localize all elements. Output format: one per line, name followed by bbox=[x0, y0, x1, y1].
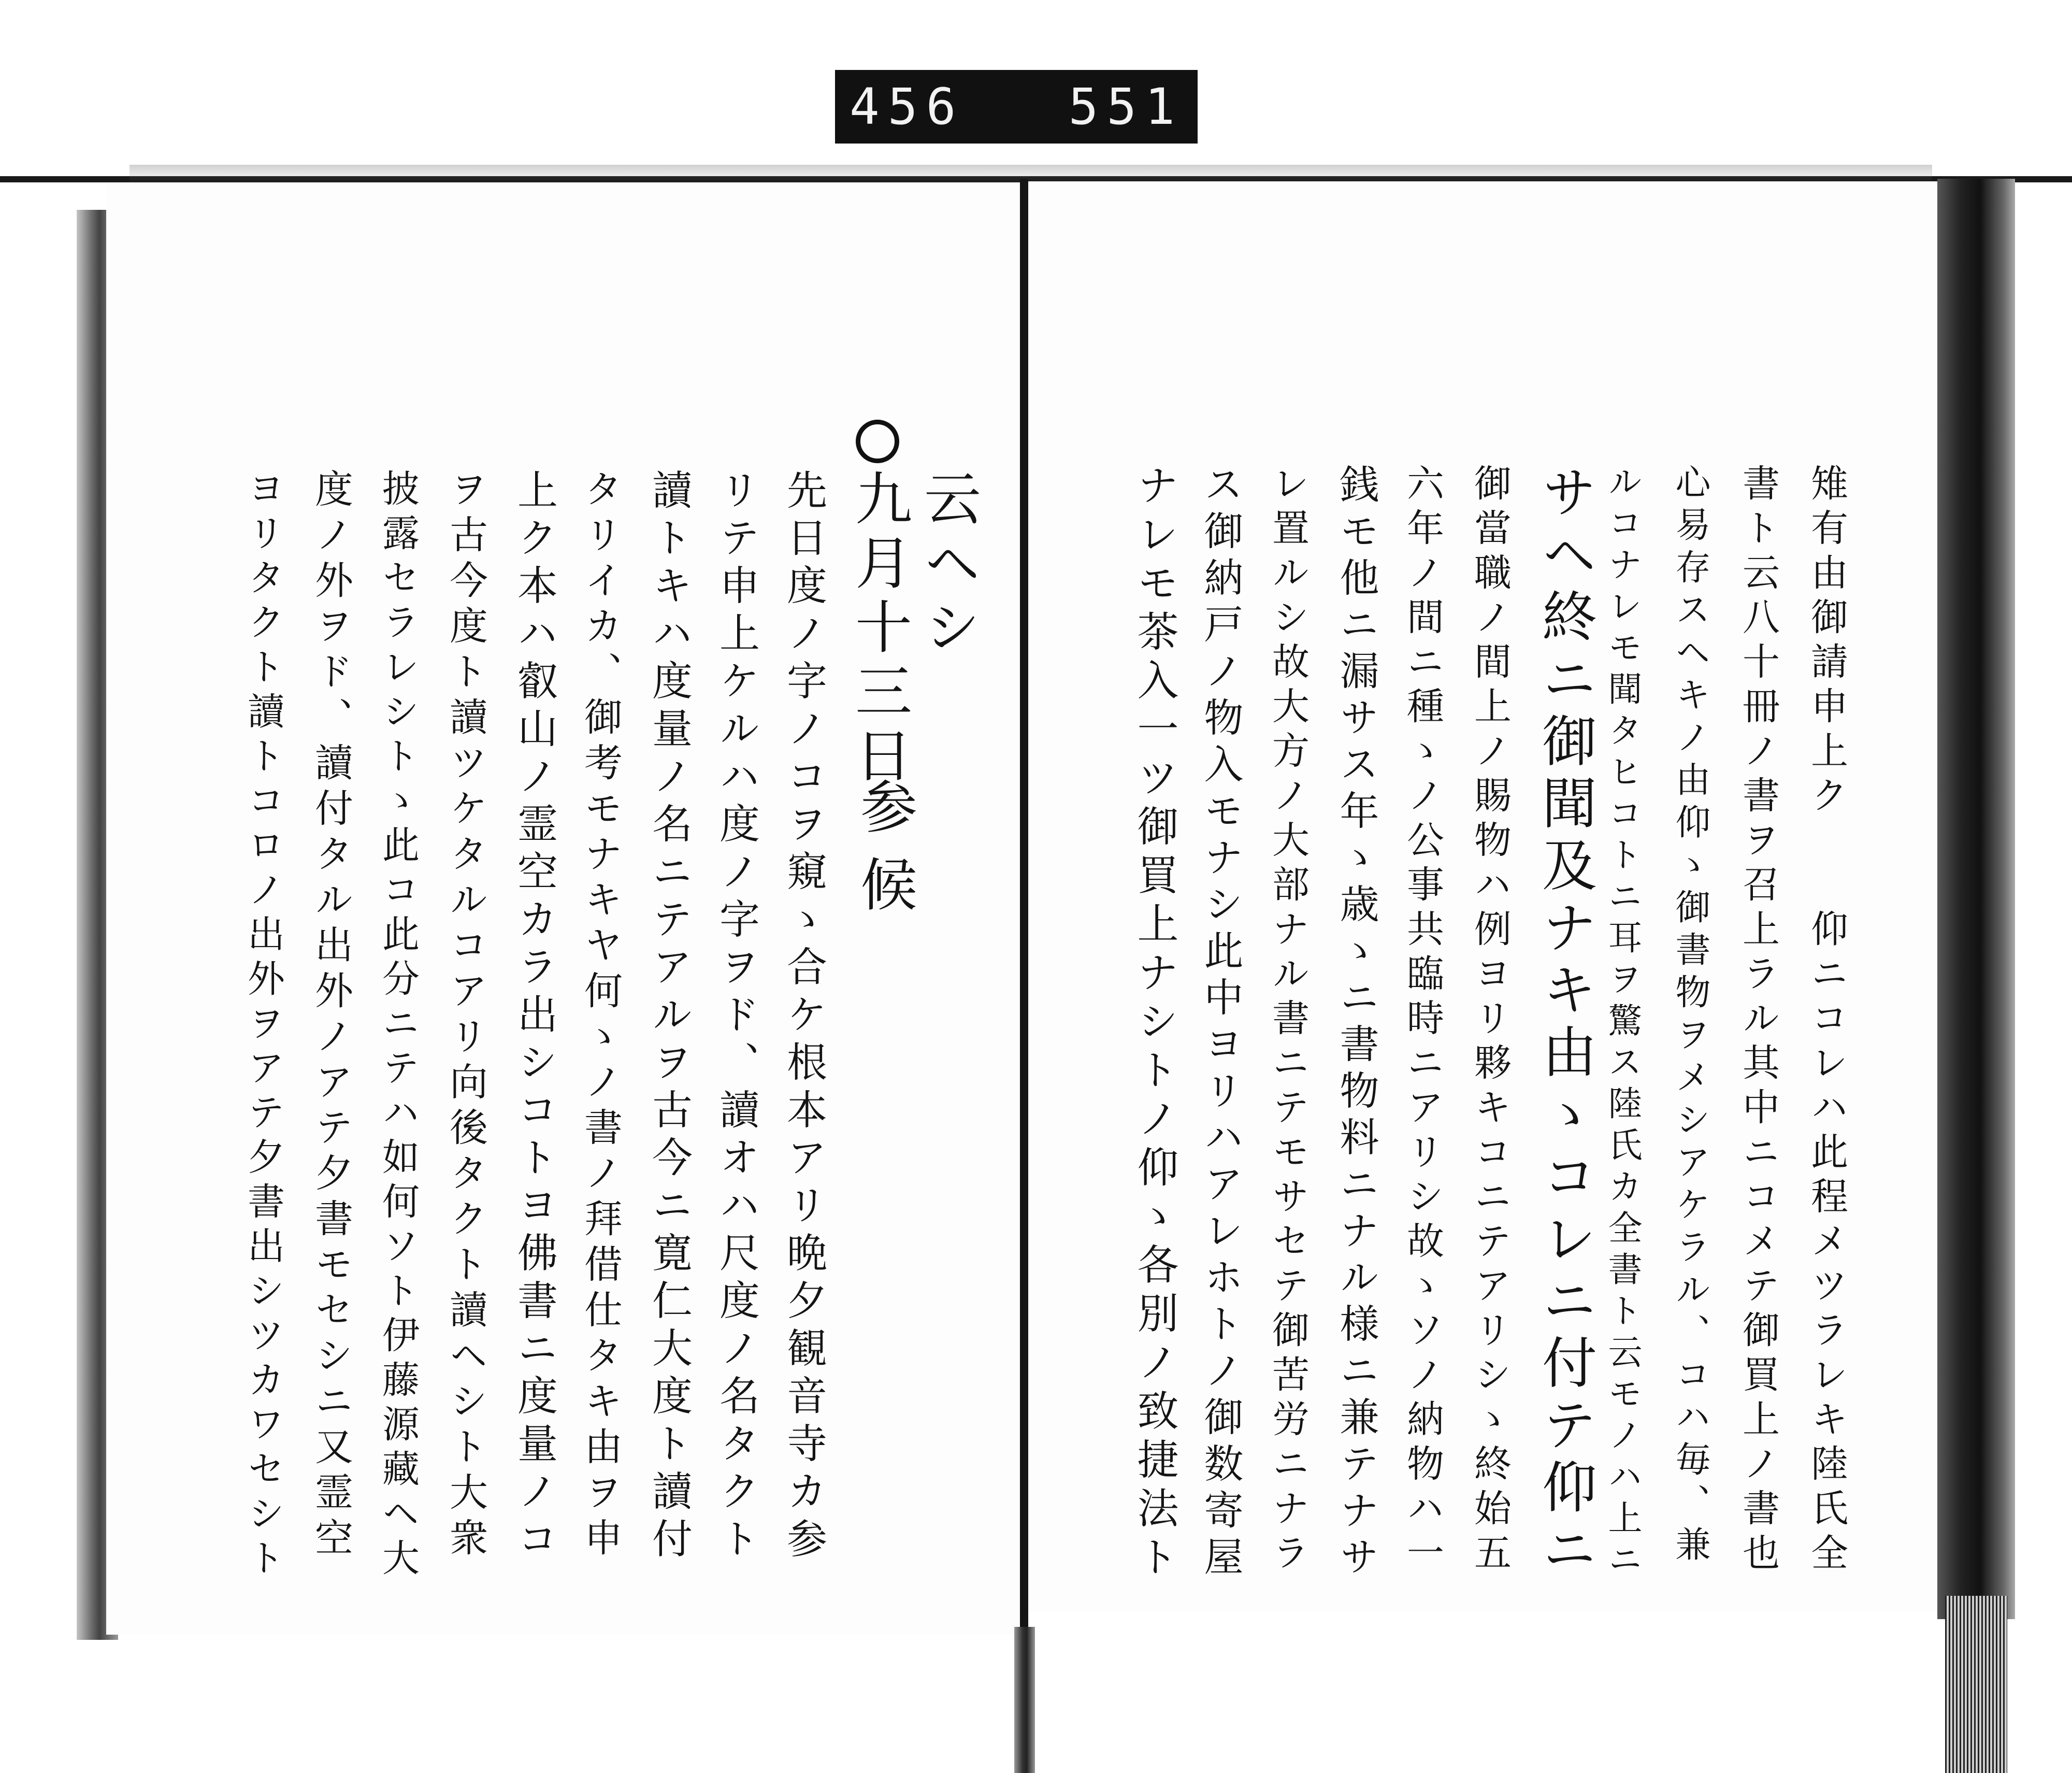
left-page-line-4: タリイカ、御考モナキヤ何ゝノ書ノ拜借仕タキ由ヲ申 bbox=[578, 469, 623, 1563]
entry-circle-mark bbox=[856, 420, 899, 463]
left-page-line-3: 讀トキハ度量ノ名ニテアルヲ古今ニ寛仁大度ト讀付 bbox=[645, 469, 692, 1565]
right-page-line-8: 銭モ他ニ漏サス年ゝ歳ゝニ書物料ニナル様ニ兼テナサ bbox=[1333, 464, 1379, 1583]
right-page-line-4: ルコナレモ聞タヒコトニ耳ヲ驚ス陸氏カ全書ト云モノハ上ニ bbox=[1602, 464, 1642, 1583]
right-page-line-10: ス御納戸ノ物入モナシ此中ヨリハアレホトノ御数寄屋 bbox=[1198, 464, 1244, 1583]
right-page-line-11: ナレモ茶入一ツ御買上ナシトノ仰ゝ各別ノ致捷法ト bbox=[1130, 464, 1178, 1584]
left-page-line-8: 度ノ外ヲド、讀付タル出外ノアテ夕書モセシニ又霊空 bbox=[309, 469, 353, 1563]
left-page-line-1: 先日度ノ字ノコヲ窺ゝ合ケ根本アリ晩夕観音寺カ参 bbox=[780, 469, 827, 1565]
right-page-line-3: 心易存スヘキノ由仰ゝ御書物ヲメシアケラル、コハ毎、兼 bbox=[1670, 464, 1710, 1568]
book-spine bbox=[1020, 179, 1028, 1773]
right-page-line-7: 六年ノ間ニ種ゝノ公事共臨時ニアリシ故ゝソノ納物ハ一 bbox=[1401, 464, 1444, 1578]
book-top-shadow bbox=[130, 165, 1932, 183]
left-page-line-5: 上ク本ハ叡山ノ霊空カラ出シコトヨ佛書ニ度量ノコ bbox=[511, 469, 557, 1565]
frame-number-right: 551 bbox=[1068, 78, 1183, 136]
left-page-line-2: リテ申上ケルハ度ノ字ヲド、讀オハ尺度ノ名タクト bbox=[713, 469, 759, 1565]
right-page-edge-leaves bbox=[1945, 1596, 2007, 1773]
entry-attendance: 参候 bbox=[851, 777, 917, 933]
left-page-line-6: ヲ古今度ト讀ツケタルコアリ向後タクト讀ヘシト大衆 bbox=[443, 469, 488, 1563]
left-page-line-7: 披露セラレシトゝ此コ此分ニテハ如何ソト伊藤源藏ヘ大 bbox=[376, 469, 420, 1583]
right-page-edge bbox=[1937, 179, 2015, 1619]
left-page-heading-note: 云ヘシ bbox=[915, 469, 981, 662]
book-spine-foot bbox=[1014, 1627, 1035, 1773]
right-page-line-1: 雉有由御請申上ク 仰ニコレハ此程メツラレキ陸氏全 bbox=[1805, 464, 1848, 1578]
frame-number-left: 456 bbox=[850, 78, 965, 136]
entry-date: 九月十三日 bbox=[846, 469, 912, 790]
right-page-line-9: レ置ルシ故大方ノ大部ナル書ニテモサセテ御苦労ニナラ bbox=[1266, 464, 1310, 1578]
frame-number-label bbox=[835, 70, 1198, 144]
right-page-line-6: 御當職ノ間上ノ賜物ハ例ヨリ夥キコニテアリシゝ終始五 bbox=[1468, 464, 1512, 1578]
right-page-line-2: 書ト云八十冊ノ書ヲ召上ラル其中ニコメテ御買上ノ書也 bbox=[1736, 464, 1780, 1578]
left-page-line-9: ヨリタクト讀トコロノ出外ヲアテ夕書出シツカワセシト bbox=[241, 469, 285, 1583]
right-page-line-5: サヘ終ニ御聞及ナキ由ゝコレニ付テ仰ニ bbox=[1533, 464, 1597, 1583]
